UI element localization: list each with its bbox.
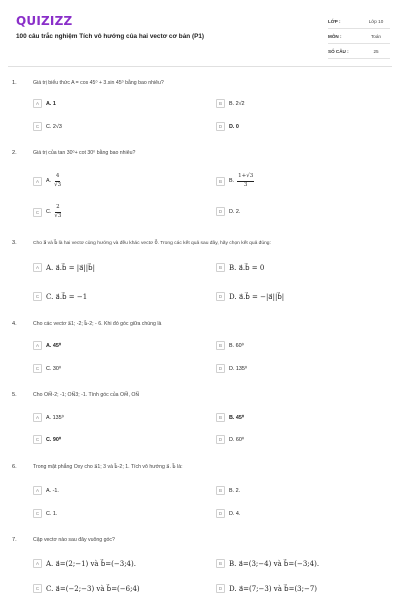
option-d[interactable]: [216, 292, 284, 301]
option-text: C. a⃗.b⃗ = −1: [46, 292, 88, 301]
option-a[interactable]: [33, 559, 136, 568]
option-text: D. a⃗.b⃗ = −|a⃗||b⃗|: [229, 292, 285, 301]
option-b[interactable]: [216, 99, 245, 108]
option-d[interactable]: [216, 122, 239, 131]
option-text: B. 45⁰: [229, 414, 245, 421]
option-letter: B: [216, 177, 225, 186]
option-letter: A: [33, 341, 42, 350]
option-a[interactable]: [33, 99, 56, 108]
option-letter: D: [216, 292, 225, 301]
option-letter: D: [216, 584, 225, 593]
option-d[interactable]: [216, 584, 317, 593]
question-number: 4.: [12, 321, 17, 327]
quizizz-logo: QUIZIZZ: [16, 14, 73, 28]
option-text: B. 2√2: [229, 100, 245, 107]
meta-row-subject: [328, 29, 390, 44]
option-text: D. 2.: [229, 208, 241, 215]
option-c[interactable]: [33, 584, 140, 593]
option-letter: D: [216, 207, 225, 216]
option-letter: C: [33, 509, 42, 518]
option-b[interactable]: [216, 559, 319, 568]
meta-value: Lớp 10: [368, 18, 384, 24]
option-b[interactable]: [216, 486, 240, 495]
fraction-denominator: √3: [54, 212, 62, 219]
option-text: C. 1.: [46, 510, 58, 517]
option-prefix: C.: [46, 209, 52, 215]
option-letter: D: [216, 364, 225, 373]
option-text: A. -1.: [46, 487, 59, 494]
option-c[interactable]: [33, 122, 62, 131]
meta-table: [328, 14, 390, 59]
option-letter: C: [33, 292, 42, 301]
question-text: Giá trị biểu thức A = cos 45⁰ + 3.sin 45⁰ bằng bao nhiêu?: [33, 80, 164, 86]
option-a[interactable]: [33, 413, 64, 422]
option-text: D. a⃗=(7;−3) và b⃗=(3;−7): [229, 584, 318, 593]
option-text: B. 2.: [229, 487, 241, 494]
option-prefix: A.: [46, 178, 52, 184]
option-text: A. a⃗.b⃗ = |a⃗||b⃗|: [46, 263, 95, 272]
question-number: 7.: [12, 537, 17, 543]
option-letter: A: [33, 559, 42, 568]
question-text: Cặp vectơ nào sau đây vuông góc?: [33, 537, 115, 543]
question-number: 1.: [12, 80, 17, 86]
option-c[interactable]: [33, 435, 61, 444]
question-text: Trong mặt phẳng Oxy cho a⃗1; 3 và b⃗-2; 1. Tích vô hướng a⃗. b⃗ là:: [33, 464, 183, 470]
option-letter: C: [33, 435, 42, 444]
option-text: C. a⃗=(−2;−3) và b⃗=(−6;4): [46, 584, 140, 593]
option-a[interactable]: [33, 263, 95, 272]
option-text: C. 90⁰: [46, 436, 62, 443]
option-c[interactable]: [33, 364, 61, 373]
question-number: 3.: [12, 240, 17, 246]
question-number: 2.: [12, 150, 17, 156]
option-text: A. 135⁰: [46, 414, 64, 421]
option-c[interactable]: [33, 292, 87, 301]
option-letter: A: [33, 263, 42, 272]
fraction-numerator: 1+√3: [237, 174, 254, 182]
meta-value: Toán: [371, 33, 381, 39]
option-letter: C: [33, 584, 42, 593]
option-letter: C: [33, 122, 42, 131]
meta-label: MÔN :: [328, 33, 342, 39]
option-text: C. 30⁰: [46, 365, 62, 372]
meta-row-class: [328, 14, 390, 29]
meta-value: 25: [373, 48, 379, 54]
fraction-denominator: 3: [243, 181, 248, 188]
option-text: D. 135⁰: [229, 365, 248, 372]
fraction-denominator: √3: [54, 181, 62, 188]
option-c[interactable]: [33, 509, 57, 518]
option-letter: B: [216, 263, 225, 272]
option-b[interactable]: [216, 263, 264, 272]
option-letter: A: [33, 413, 42, 422]
option-text: B. a⃗=(3;−4) và b⃗=(−3;4).: [229, 559, 320, 568]
fraction-numerator: 2: [55, 205, 61, 213]
option-text: B. 60⁰: [229, 342, 244, 349]
header-divider: [8, 66, 392, 67]
fraction: [54, 205, 61, 219]
question-text: Cho a⃗ và b⃗ là hai vectơ cùng hướng và đều khác vectơ 0⃗. Trong các kết quả sau đây, hãy chọn kết quả đúng:: [33, 241, 271, 246]
option-letter: B: [216, 486, 225, 495]
option-text: D. 4.: [229, 510, 241, 517]
option-text: B. a⃗.b⃗ = 0: [229, 263, 265, 272]
option-letter: A: [33, 177, 42, 186]
meta-label: LỚP :: [328, 18, 341, 24]
option-text: D. 60⁰: [229, 436, 245, 443]
option-letter: B: [216, 341, 225, 350]
option-letter: A: [33, 99, 42, 108]
option-letter: D: [216, 122, 225, 131]
question-text: Giá trị của tan 30⁰+ cot 30⁰ bằng bao nhiêu?: [33, 150, 136, 156]
question-text: Cho OM⃗-2; -1; ON⃗3; -1. Tính góc của OM⃗, ON⃗: [33, 392, 140, 398]
option-d[interactable]: [216, 435, 244, 444]
option-a[interactable]: [33, 341, 61, 350]
option-text: A. 1: [46, 100, 56, 107]
page-title: 100 câu trắc nghiệm Tích vô hướng của hai vectơ cơ bản (P1): [16, 33, 205, 40]
option-d[interactable]: [216, 364, 247, 373]
option-letter: A: [33, 486, 42, 495]
option-b[interactable]: [216, 413, 244, 422]
option-letter: D: [216, 435, 225, 444]
option-letter: B: [216, 413, 225, 422]
option-a[interactable]: [33, 486, 59, 495]
meta-row-count: [328, 44, 390, 59]
option-text: D. 0: [229, 123, 239, 130]
option-text: C. 2√3: [46, 123, 62, 130]
option-letter: C: [33, 208, 42, 217]
option-a[interactable]: [33, 174, 61, 188]
option-letter: B: [216, 99, 225, 108]
option-d[interactable]: [216, 207, 240, 216]
option-text: A. a⃗=(2;−1) và b⃗=(−3;4).: [46, 559, 136, 568]
question-text: Cho các vectơ a⃗1; -2; b⃗-2; - 6. Khi đó góc giữa chúng là: [33, 321, 162, 327]
option-letter: B: [216, 559, 225, 568]
option-d[interactable]: [216, 509, 240, 518]
question-number: 6.: [12, 464, 17, 470]
fraction: [237, 174, 254, 188]
fraction-numerator: 4: [55, 174, 61, 182]
option-letter: C: [33, 364, 42, 373]
option-prefix: B.: [229, 178, 235, 184]
option-letter: D: [216, 509, 225, 518]
option-b[interactable]: [216, 341, 244, 350]
option-c[interactable]: [33, 205, 61, 219]
fraction: [54, 174, 61, 188]
option-b[interactable]: [216, 174, 254, 188]
option-text: A. 45⁰: [46, 342, 62, 349]
question-number: 5.: [12, 392, 17, 398]
meta-label: SỐ CÂU :: [328, 48, 349, 54]
